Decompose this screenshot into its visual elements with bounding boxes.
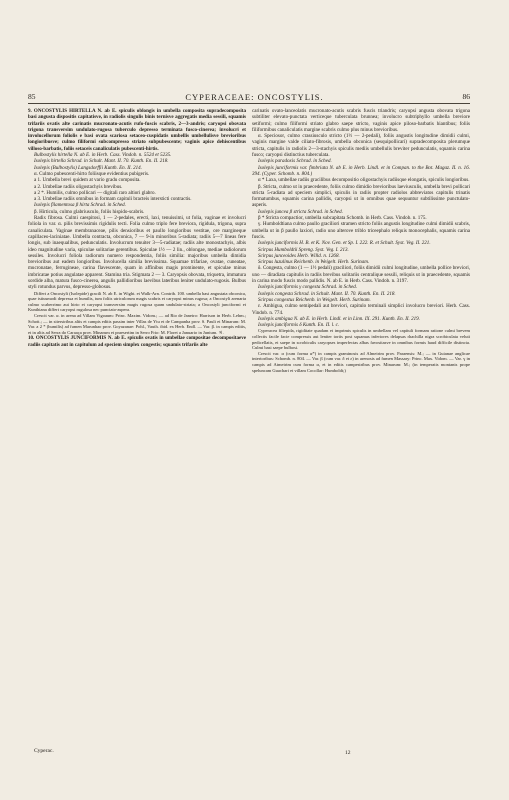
- right-paragraph: Scirpus Humboldtii Spreng. Syst. Veg. I. 213.: [258, 246, 349, 253]
- right-paragraph: Isolepis ambigua N. ab E. in Herb. Lindl. et in Linn. IX. 291. Kunth. En. II. 219.: [258, 315, 420, 322]
- right-paragraph: α. Speciosor, culmo crassiusculo stricto (1½ — 2-pedali), foliis angustis longitudine dimidii culmi, vaginis margine valde ciliato-fibrosis, umbella obconica (sesquipollicari) supradecomposita plerumque stricta, capitulis in radiolis 2—3-stachyis spiculis mediis umbellulis breviter pedunculatis, squamis carina fusco; caryopsi distinctius tuberculata.: [252, 133, 470, 159]
- right-paragraph: β. Stricta, culmo ut in praecedente, foliis culmo dimidio brevioribus laeviusculis, umbella brevi pollicari stricta 5-radiata ad speciem simplici, spiculis in radiis propter radiolos abbreviatos capitulis trinatis formatumbus, squamis carina pallidis, caryopsi ut in omnibus quae sequuntur subtilissime punctulato-asperis.: [252, 183, 470, 209]
- left-paragraph: a 3. Umbellae radiis omnibus in formam capituli bracteis intersticti contractis.: [34, 196, 192, 203]
- signature-mark: Cyperac.: [34, 748, 54, 754]
- right-paragraph: Crescit var. α (cum forma α*) in campis graminosis ad Almeirim prov. Paraensis: M.; — in Guianae anglicae interioribus: Schomb. n. 804. — Var. β (cum var. δ et ε) in arenosis ad fumen Massary: Princ. Max. Vidom. — Var. γ in campis ad Atmeirim cum forma α, et in editis campestribus prov. Minarum: M.; (in temperatis montanis prope speluncam Guachari et villam Cocollar: Humboldt;): [252, 350, 470, 373]
- right-paragraph: δ. Congesta, culmo (1 — 1½ pedali) graciliori, foliis dimidii culmi longitudine, umbella pollice breviori, uno — diradiata capitulis in radiis brevibus solitariis centralique sessili, reliquis ut in praecedente, squamis in carina modo fuscis modo pallidis. N. ab E. in Herb. Cass. Vindob. n. 3197.: [252, 265, 470, 285]
- left-paragraph: Radix fibrosa. Culmi caespitosi, 1 — 2-pedales, erecti, laxi, tenuissimi, ut folia, vaginae et involucri foliola in var. α. pilis brevissimis rigidulis tecti. Folia culmo triplo fere breviora, rigidula, trigona, supra canaliculata. Vaginae membranaceae, pilis densioribus et paullo longioribus vestitae, ore margineque capillaceo-laciniatae. Umbella contracta, obconica, 7 — 9-in minoribus 5-radiata; radiis 5—7 lineas fere longis, sub inaequalibus, pedunculatis. Involucrum tenuiter 3—5-radiatae; radiis alte monostachyis, albis ideo magnitudine varia, spiculae solitariae gerentibus. Spiculae 1½ — 2 lin., oblongae, mediae radiolorum sessiles. Involucri foliola radiorum numero respondentia, foliis similia: majoribus umbella dimidia brevioribus aut eadem longioribus. Involucella similia brevissima. Squamae trifariae, ovatae, cuneatae, mucronatae, ferrugineae, carina flavescente, quam in affinibus magis prominente, et spiculae minus imbricatae potius angulatae apparent. Stamina tria. Stigmata 2 — 3. Caryopsis obovata, triquetra, immatura sordide alba, matura fusco-cinerea, angulis pallidioribus laevibus lateribus leniter undulato-rugosis. Bulbus styli rotundus parvus, depresso-globosus.: [28, 215, 246, 291]
- right-paragraph: Isolepis junciformis δ Kunth. En. II. l. c.: [258, 322, 340, 329]
- right-paragraph: Scirpus junceoides Herb. Willd. n. 1268.: [258, 252, 340, 259]
- left-paragraph: α. Culmo pubescenti-hirto foliisque evidentius pubigeris.: [34, 170, 150, 177]
- right-paragraph: Isolepis junciformis var. fimbriata N. ab E. in Herb. Lindl. et in Compan. to the Bot. Magaz. II. n. 16. 394. (Cyper. Schomb. n. 804.): [252, 164, 470, 177]
- right-paragraph: Scirpus luzulinus Reichenb. in Weigelt. Herb. Surinam.: [258, 259, 370, 266]
- left-paragraph: β. Hirticula, culmo glabriusculo, foliis hispido-scabris.: [34, 208, 145, 215]
- left-column: [28, 108, 246, 768]
- left-paragraph: a 2. Umbellae radiis oligostachyis brevibus.: [34, 183, 123, 190]
- right-paragraph: Isolepis juncea β stricta Schrad. in Sched.: [258, 208, 343, 215]
- right-paragraph: carinatis ovato-lanceolatis mucronato-acutis scabris fuscis triandris; caryopsi angusta obovata trigona subtiliter elevato-punctata verticeque tuberculata brunnea; involucro subtriphyllo umbella breviore setiformi; culmo filiformi striato glabro saepe stricto, vaginis apice piloso-barbatis hiantibus; foliis filiformibus canaliculatis margine scabris culmo plus minus brevioribus.: [252, 108, 470, 133]
- page-number-left: 85: [28, 92, 36, 101]
- left-paragraph: Isolepis hirtella Schrad. in Schult. Mant. II. 70. Kunth. En. II. 218.: [34, 158, 169, 165]
- page-number-right: 86: [462, 92, 470, 101]
- right-paragraph: γ. Humboldtiana culmo paullo graciliori stramen stricto foliis angustis longitudine culmi dimidii scabris, umbella ut in β paullo laxiori, radio uno alterove triblo triceephalo reliquis monocephalis, squamis carina fuscis.: [252, 221, 470, 240]
- left-paragraph: 9. ONCOSTYLIS HIRTELLA N. ab E. spiculis oblongis in umbella composita supradecomposita basi angusta dispositis capitatisve, in radiolis singulis binis ternisve aggregatis media sessili, squamis trifariis ovatis alte carinatis mucronato-acutis rufo-fuscis scabris, 2—3-andris; caryopsi obovata trigona transversim undulato-rugosa tuberculo depresso terminata fusco-cinerea; involucri et involucellorum foliolis e basi ovata scariosa setaceo-cuspidatis umbellis umbellulisve brevioribus longioribusve; culmo filiformi subcompresso striato subpubescente; vaginis apice dehiscentibus villoso-barbatis, foliis setaceis canaliculatis pubescenti-hirtis.: [28, 108, 246, 152]
- running-title: CYPERACEAE: ONCOSTYLIS.: [185, 92, 324, 102]
- left-paragraph: Isolepis (Bulbostylis) Langsdorffii Kunth. En. II. 214.: [34, 164, 142, 171]
- left-paragraph: a 1. Umbella brevi quidem at vario gradu composita.: [34, 177, 141, 184]
- right-paragraph: α * Laxa, umbellae radiis gracilibus decompositio oligostachyis radiisque elongatis, spiculis longioribus.: [258, 177, 470, 184]
- left-paragraph: Bulbostylis hirtella N. ab E. in Herb. Cass. Vindob. n. 5524 et 5235.: [34, 152, 172, 159]
- header-rule: [28, 103, 470, 104]
- left-paragraph: 10. ONCOSTYLIS JUNCIFORMIS N. ab E. spiculis ovatis in umbellae compositae decompositaeve radiis capitatis aut in capitulum ad speciem simplex congestis; squamis trifariis alte: [28, 335, 246, 348]
- gathering-number: 12: [345, 750, 351, 756]
- right-column: [252, 108, 470, 768]
- right-paragraph: ε. Ambigua, culmo semipedali aut breviori, capitulo terminali simplici involucro breviori. Herb. Cass. Vindob. n. 774.: [252, 303, 470, 316]
- right-paragraph: Isolepis congesta Schrad. in Schult. Mant. II. 70. Kunth. En. II. 218.: [258, 290, 396, 297]
- left-paragraph: Crescit var. α. in arena ad Villam Vigoaum: Princ. Maxim. Vidom.; — ad Rio de Janeiro: Harrison in Herb. Lehm.; Schott.; — in siterstribus altis et campis editis passim inter Villas de Ytu et de Campanha prov. S. Pauli et Minarum: M. Var. a 2 * (humilis) ad fumen Marunhao prov. Goyazanae: Pohl., Vauth. ibid. ex Herb. Endl. — Var. β. in campis editis, et in altis ad Serra do Caraaça prov. Minarum et praesertim in Serro Frio: M. Floret a Januario in Junium. ♃.: [28, 312, 246, 335]
- right-paragraph: Isolepis junciformis γ congesta Schrad. in Sched.: [258, 284, 357, 291]
- right-paragraph: β * Stricta compactior, umbella subcapitata Schomb. in Herb. Cass. Vindob. n. 175.: [258, 215, 427, 222]
- right-paragraph: Isolepis junciformis H. B. et K. Nov. Gen. et Sp. I. 222. R. et Schult. Syst. Veg. II. 221.: [258, 240, 431, 247]
- left-paragraph: Isolepis filamentosa β hirta Schrad. in Sched.: [34, 202, 126, 209]
- left-paragraph: Differt a Oncostyli (Isolepide) gracili N. ab E. in Wight. et Walk-Arn. Contrib. 100. umbella basi angustata obconica, quae istiusmodi depressa et humilis, tum foliis utriculorum magis scabris et caryopsi minus rugosa; a Oncostyli arenaria culmo scaberrimo aut hirto et caryopsi transversim magis rugosa quam undulato-striata; a Oncostyli junciformi et Kunthiana differt caryopsi rugulosa nec punctato-aspera.: [28, 290, 246, 313]
- right-paragraph: Cyperacea filiepida, rigiditate quadam et imprimis spiculis in umbellam vel capituli formam ratione culmi brevem collectis facile facie compressis aut leniter tortis post squamas inferiores delapsas rhachilla nigra scrobiculata veluti pedicellatis, et saepe in scrobiculis caryopses imperfectas albas favositasve in omnibus formis haud difficile distincta. Culmi basi saepe bulbosi.: [252, 328, 470, 351]
- left-paragraph: a 2 *. Humilis, culmo pollicari — digitali raro altiori glabro.: [34, 189, 156, 196]
- right-paragraph: Isolepis paradoxis Schrad. in Sched.: [258, 158, 332, 165]
- right-paragraph: Scirpus congestus Reichenb. in Weigelt. Herb. Surinam.: [258, 296, 371, 303]
